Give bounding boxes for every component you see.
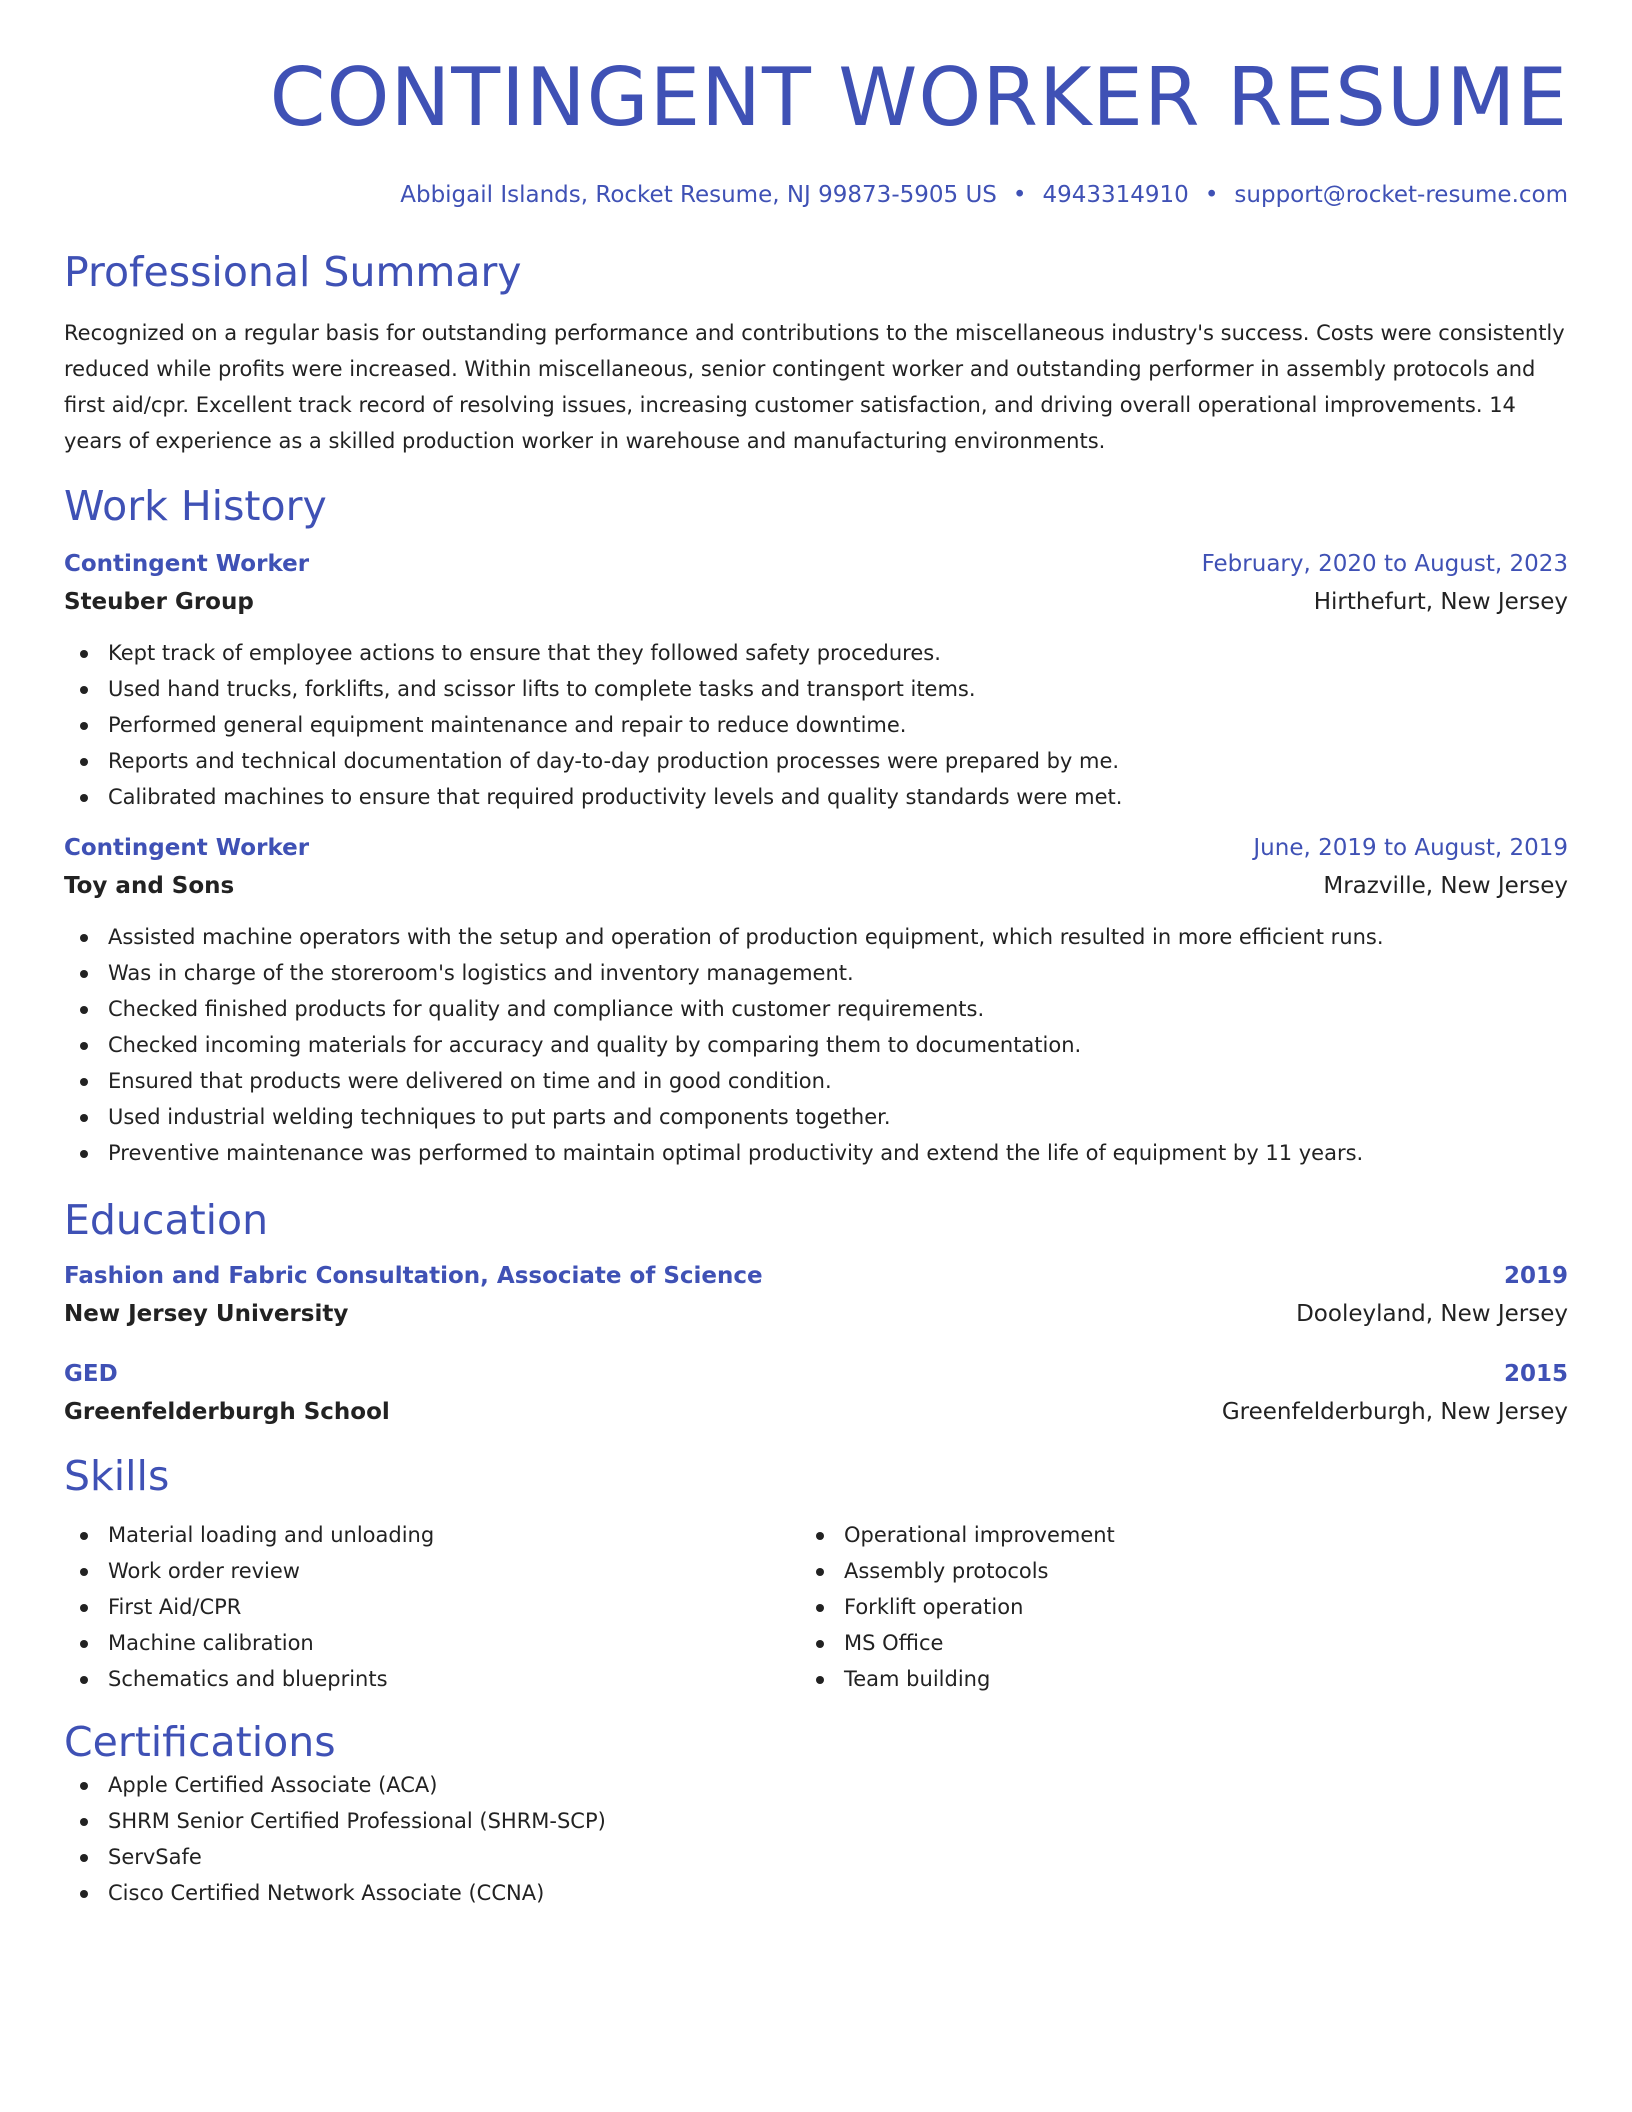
job-bullet: Reports and technical documentation of day-to-day production processes were prepared by me. <box>64 743 1568 779</box>
education-entry <box>64 1355 1568 1431</box>
skill-item: Team building <box>800 1661 1536 1697</box>
education-location: Dooleyland, New Jersey <box>1296 1301 1568 1327</box>
job-dates: February, 2020 to August, 2023 <box>1201 551 1568 577</box>
education-location: Greenfelderburgh, New Jersey <box>1221 1399 1568 1425</box>
job-bullet: Ensured that products were delivered on time and in good condition. <box>64 1063 1568 1099</box>
job-bullet: Checked finished products for quality and compliance with customer requirements. <box>64 991 1568 1027</box>
education-header <box>64 1355 1568 1393</box>
job-subheader <box>64 867 1568 905</box>
certifications-heading: Certifications <box>64 1718 336 1766</box>
job-bullets <box>64 635 1568 815</box>
skill-item: First Aid/CPR <box>64 1589 800 1625</box>
contact-separator: • <box>1204 182 1219 208</box>
job-header <box>64 545 1568 583</box>
education-degree: Fashion and Fabric Consultation, Associate of Science <box>64 1263 763 1289</box>
job-role: Contingent Worker <box>64 551 310 577</box>
contact-email[interactable]: support@rocket-resume.com <box>1234 182 1568 208</box>
job-location: Hirthefurt, New Jersey <box>1313 589 1568 615</box>
job-bullet: Kept track of employee actions to ensure that they followed safety procedures. <box>64 635 1568 671</box>
job-role: Contingent Worker <box>64 835 310 861</box>
job-bullets <box>64 919 1568 1171</box>
work-history-heading: Work History <box>64 482 327 530</box>
skill-item: Machine calibration <box>64 1625 800 1661</box>
job-bullet: Assisted machine operators with the setup and operation of production equipment, which resulted in more efficient runs. <box>64 919 1568 955</box>
job-bullet: Preventive maintenance was performed to maintain optimal productivity and extend the life of equipment by 11 years. <box>64 1135 1568 1171</box>
job-company: Toy and Sons <box>64 873 235 899</box>
skill-item: Work order review <box>64 1553 800 1589</box>
job-bullet: Performed general equipment maintenance and repair to reduce downtime. <box>64 707 1568 743</box>
certification-item: SHRM Senior Certified Professional (SHRM-SCP) <box>64 1803 1568 1839</box>
contact-phone: 4943314910 <box>1042 182 1189 208</box>
contact-line <box>64 180 1568 210</box>
job-bullet: Was in charge of the storeroom's logistics and inventory management. <box>64 955 1568 991</box>
education-school: Greenfelderburgh School <box>64 1399 390 1425</box>
skills-list-right <box>800 1517 1536 1697</box>
skill-item: Material loading and unloading <box>64 1517 800 1553</box>
education-school: New Jersey University <box>64 1301 349 1327</box>
job-company: Steuber Group <box>64 589 254 615</box>
contact-address: Abbigail Islands, Rocket Resume, NJ 99873-5905 US <box>400 182 997 208</box>
certifications-list <box>64 1767 1568 1911</box>
skill-item: Assembly protocols <box>800 1553 1536 1589</box>
skill-item: Schematics and blueprints <box>64 1661 800 1697</box>
certification-item: Apple Certified Associate (ACA) <box>64 1767 1568 1803</box>
job-subheader <box>64 583 1568 621</box>
education-year: 2015 <box>1503 1361 1568 1387</box>
skills-heading: Skills <box>64 1452 170 1500</box>
skills-columns <box>64 1517 1568 1697</box>
job-entry <box>64 829 1568 1171</box>
summary-heading: Professional Summary <box>64 248 522 296</box>
skills-list-left <box>64 1517 800 1697</box>
education-subheader <box>64 1295 1568 1333</box>
job-dates: June, 2019 to August, 2019 <box>1253 835 1568 861</box>
job-entry <box>64 545 1568 815</box>
skill-item: Forklift operation <box>800 1589 1536 1625</box>
certification-item: Cisco Certified Network Associate (CCNA) <box>64 1875 1568 1911</box>
skill-item: Operational improvement <box>800 1517 1536 1553</box>
education-heading: Education <box>64 1196 269 1244</box>
job-bullet: Used hand trucks, forklifts, and scissor lifts to complete tasks and transport items. <box>64 671 1568 707</box>
education-entry <box>64 1257 1568 1333</box>
summary-text: Recognized on a regular basis for outstanding performance and contributions to the miscellaneous industry's success. Costs were consistently reduced while profits were increased. Within miscellaneous, senior contingent worker and outstanding performer in assembly protocols and first aid/cpr. Excellent track record of resolving issues, increasing customer satisfaction, and driving overall operational improvements. 14 years of experience as a skilled production worker in warehouse and manufacturing environments. <box>64 321 1565 453</box>
job-bullet: Calibrated machines to ensure that required productivity levels and quality standards were met. <box>64 779 1568 815</box>
education-subheader <box>64 1393 1568 1431</box>
education-year: 2019 <box>1503 1263 1568 1289</box>
job-location: Mrazville, New Jersey <box>1323 873 1568 899</box>
job-bullet: Checked incoming materials for accuracy and quality by comparing them to documentation. <box>64 1027 1568 1063</box>
job-bullet: Used industrial welding techniques to put parts and components together. <box>64 1099 1568 1135</box>
resume-title: CONTINGENT WORKER RESUME <box>269 51 1568 144</box>
certification-item: ServSafe <box>64 1839 1568 1875</box>
education-degree: GED <box>64 1361 118 1387</box>
job-header <box>64 829 1568 867</box>
contact-separator: • <box>1012 182 1027 208</box>
education-header <box>64 1257 1568 1295</box>
skill-item: MS Office <box>800 1625 1536 1661</box>
